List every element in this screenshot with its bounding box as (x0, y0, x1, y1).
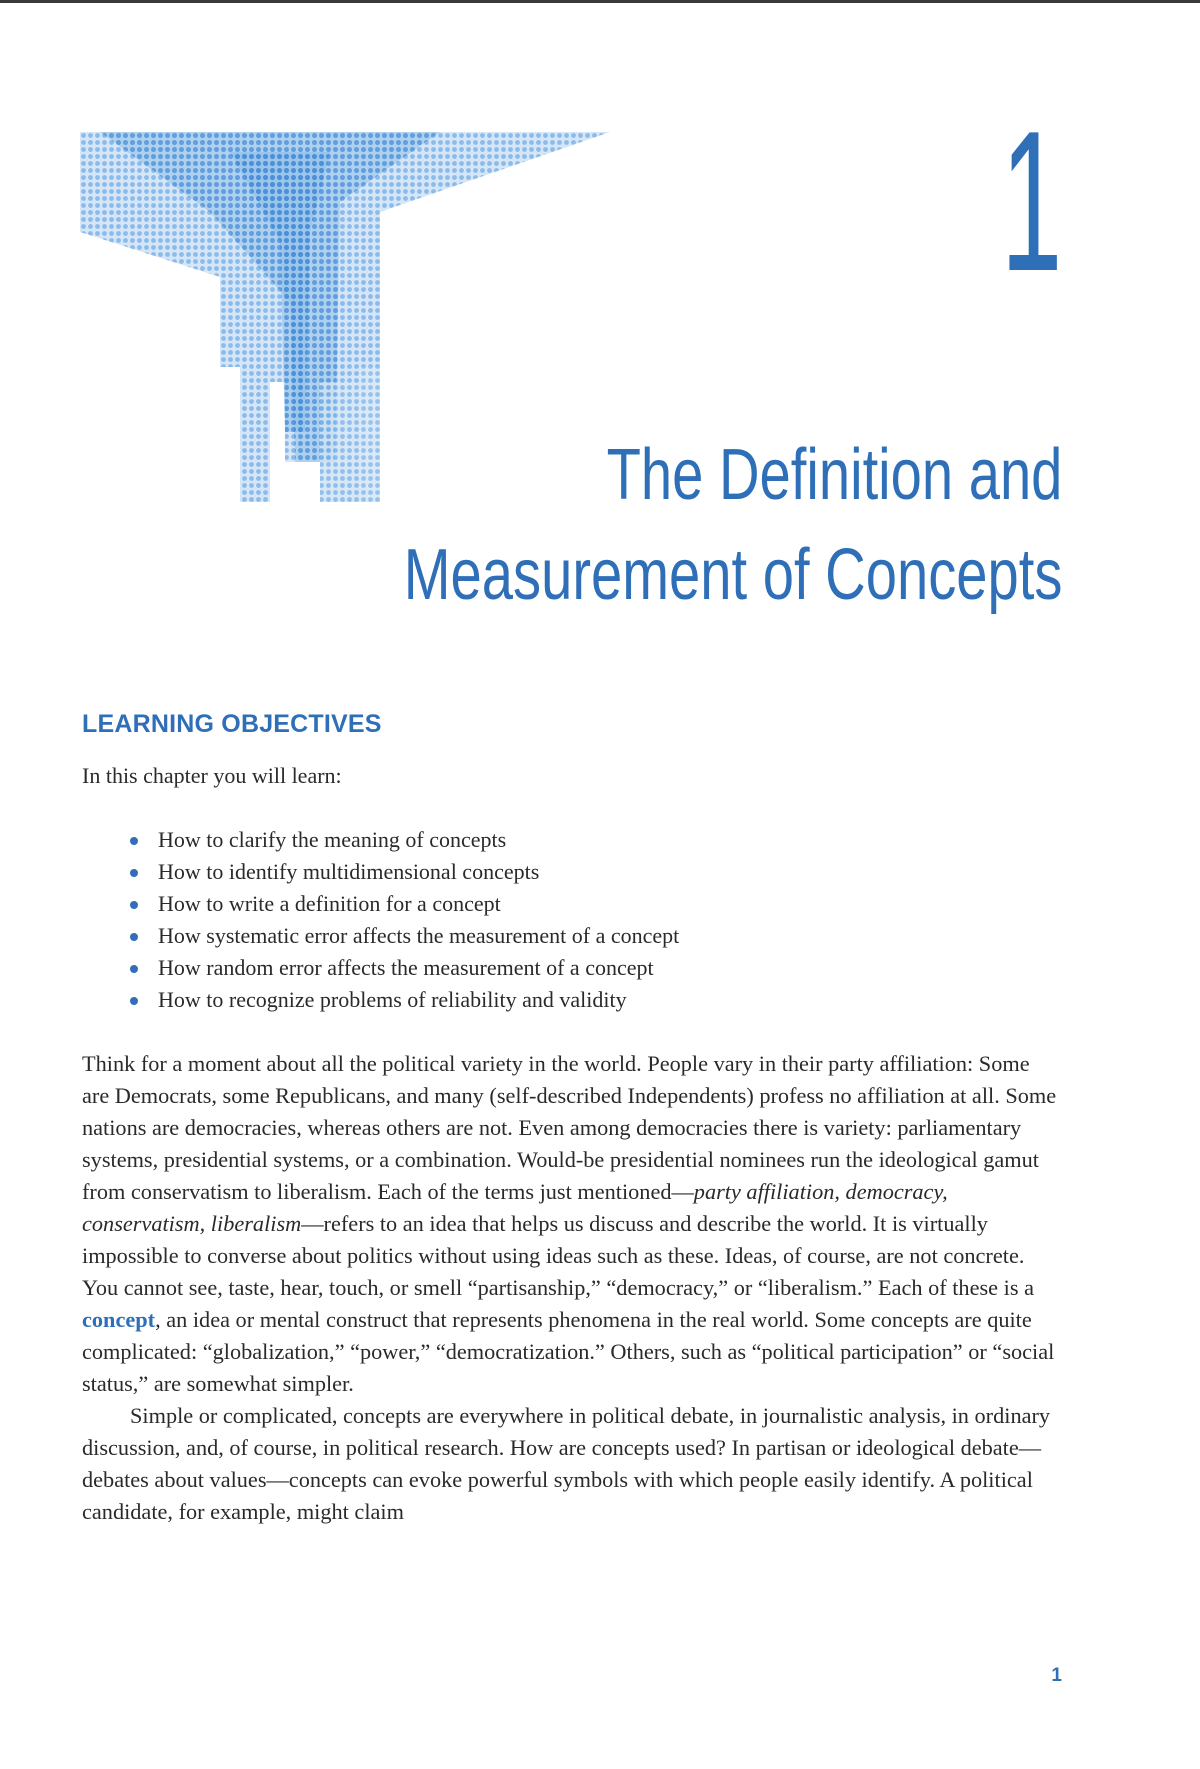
learning-objectives-intro: In this chapter you will learn: (82, 763, 342, 788)
objective-item: How to identify multidimensional concepts (130, 856, 679, 888)
chapter-title-line-2: Measurement of Concepts (403, 535, 1062, 615)
objective-item: How random error affects the measurement of a concept (130, 952, 679, 984)
paragraph-2: Simple or complicated, concepts are everywhere in political debate, in journalistic analysis, in ordinary discussion, and, of course, in political research. How are concepts used? In partisan or ideological debate—debates about values—concepts can evoke powerful symbols with which people easily identify. A political candidate, for example, might claim (82, 1403, 1051, 1524)
paragraph-1 (82, 1048, 1062, 1400)
objective-item: How to recognize problems of reliability and validity (130, 984, 679, 1016)
chapter-title (403, 425, 1062, 625)
key-term-concept: concept (82, 1307, 156, 1332)
chapter-number: 1 (1000, 90, 1062, 313)
objective-item: How to clarify the meaning of concepts (130, 824, 679, 856)
paragraph-1-part-b: —refers to an idea that helps us discuss and describe the world. It is virtually impossible to converse about politics without using ideas such as these. Ideas, of course, are not concrete. You cannot see, taste, hear, touch, or smell “partisanship,” “democracy,” or “liberalism.” Each of these is a (82, 1211, 1034, 1300)
objective-item: How systematic error affects the measurement of a concept (130, 920, 679, 952)
paragraph-1-italic-terms: party affiliation, democracy, conservatism, liberalism (82, 1179, 948, 1236)
paragraph-1-part-c: , an idea or mental construct that represents phenomena in the real world. Some concepts are quite complicated: “globalization,” “power,” “democratization.” Others, such as “political participation” or “social status,” are somewhat simpler. (82, 1307, 1055, 1396)
page-number: 1 (1051, 1665, 1062, 1686)
body-text (82, 1048, 1062, 1528)
learning-objectives-list (130, 824, 679, 1016)
paragraph-1-part-a: Think for a moment about all the political variety in the world. People vary in their party affiliation: Some are Democrats, some Republicans, and many (self-described Independents) profess no affiliation at all. Some nations are democracies, whereas others are not. Even among democracies there is variety: parliamentary systems, presidential systems, or a combination. Would-be presidential nominees run the ideological gamut from conservatism to liberalism. Each of the terms just mentioned— (82, 1051, 1057, 1204)
learning-objectives-heading: LEARNING OBJECTIVES (82, 710, 382, 738)
page-top-border (0, 0, 1200, 3)
chapter-title-line-1: The Definition and (606, 435, 1062, 515)
objective-item: How to write a definition for a concept (130, 888, 679, 920)
